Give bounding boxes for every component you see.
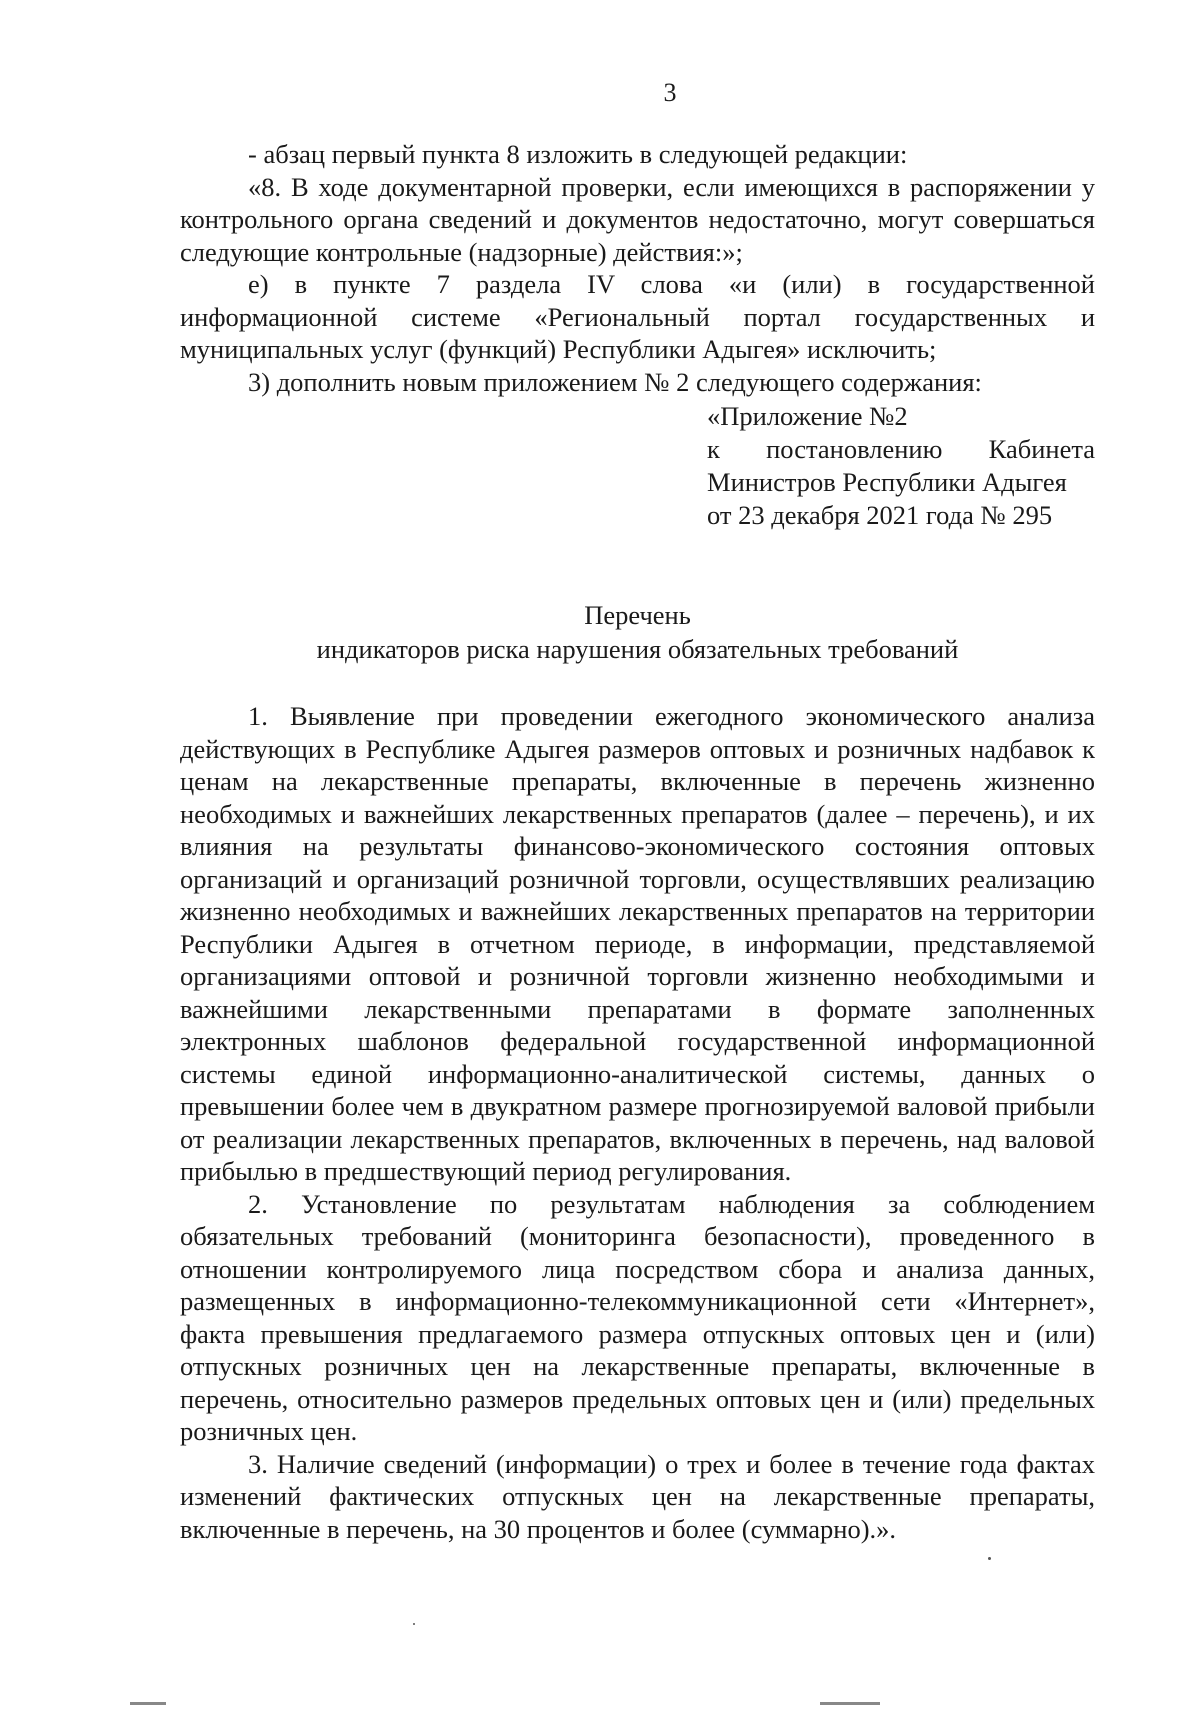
paragraph: 3) дополнить новым приложением № 2 следующего содержания: [248,366,982,397]
page-number: 3 [663,78,677,107]
appendix-line: Министров Республики Адыгея [707,467,1067,497]
scan-edge-mark [820,1702,880,1705]
list-item: 3. Наличие сведений (информации) о трех и более в течение года фактах изменений фактических отпускных цен на лекарственные препараты, включенные в перечень, на 30 процентов и более (суммарно).». [180,1448,1095,1544]
amendment-text [180,138,1095,398]
paragraph: - абзац первый пункта 8 изложить в следующей редакции: [248,139,908,169]
list-item: 1. Выявление при проведении ежегодного экономического анализа действующих в Республике Адыгея размеров оптовых и розничных надбавок к ценам на лекарственные препараты, включенные в перечень жизненно необходимых и важнейших лекарственных препаратов (далее – перечень), и их влияния на результаты финансово-экономического состояния оптовых организаций и организаций розничной торговли, осуществлявших реализацию жизненно необходимых и важнейших лекарственных препаратов на территории Республики Адыгея в отчетном периоде, в информации, представляемой организациями оптовой и розничной торговли жизненно необходимыми и важнейшими лекарственными препаратами в формате заполненных электронных шаблонов федеральной государственной информационной системы единой информационно-аналитической системы, данных о превышении более чем в двукратном размере прогнозируемой валовой прибыли от реализации лекарственных препаратов, включенных в перечень, над валовой прибылью в предшествующий период регулирования. [180,701,1095,1186]
indicator-list [180,700,1095,1545]
list-item: 2. Установление по результатам наблюдения за соблюдением обязательных требований (мониторинга безопасности), проведенного в отношении контролируемого лица посредством сбора и анализа данных, размещенных в информационно-телекоммуникационной сети «Интернет», факта превышения предлагаемого размера отпускных оптовых цен и (или) отпускных розничных цен на лекарственные препараты, включенные в перечень, относительно размеров предельных оптовых цен и (или) предельных розничных цен. [180,1188,1095,1446]
appendix-header [707,400,1095,532]
list-title [180,598,1095,666]
scan-speck [988,1557,991,1560]
title-line: Перечень [584,600,691,630]
paragraph: е) в пункте 7 раздела IV слова «и (или) в государственной информационной системе «Региональный портал государственных и муниципальных услуг (функций) Республики Адыгея» исключить; [180,269,1095,364]
appendix-line: к постановлению Кабинета [707,434,1095,464]
paragraph: «8. В ходе документарной проверки, если имеющихся в распоряжении у контрольного органа сведений и документов недостаточно, могут совершаться следующие контрольные (надзорные) действия:»; [180,171,1095,267]
title-line: индикаторов риска нарушения обязательных требований [316,634,959,664]
scan-edge-mark [130,1702,166,1705]
appendix-line: от 23 декабря 2021 года № 295 [707,500,1053,530]
appendix-line: «Приложение №2 [707,401,908,431]
scan-speck [413,1623,415,1625]
